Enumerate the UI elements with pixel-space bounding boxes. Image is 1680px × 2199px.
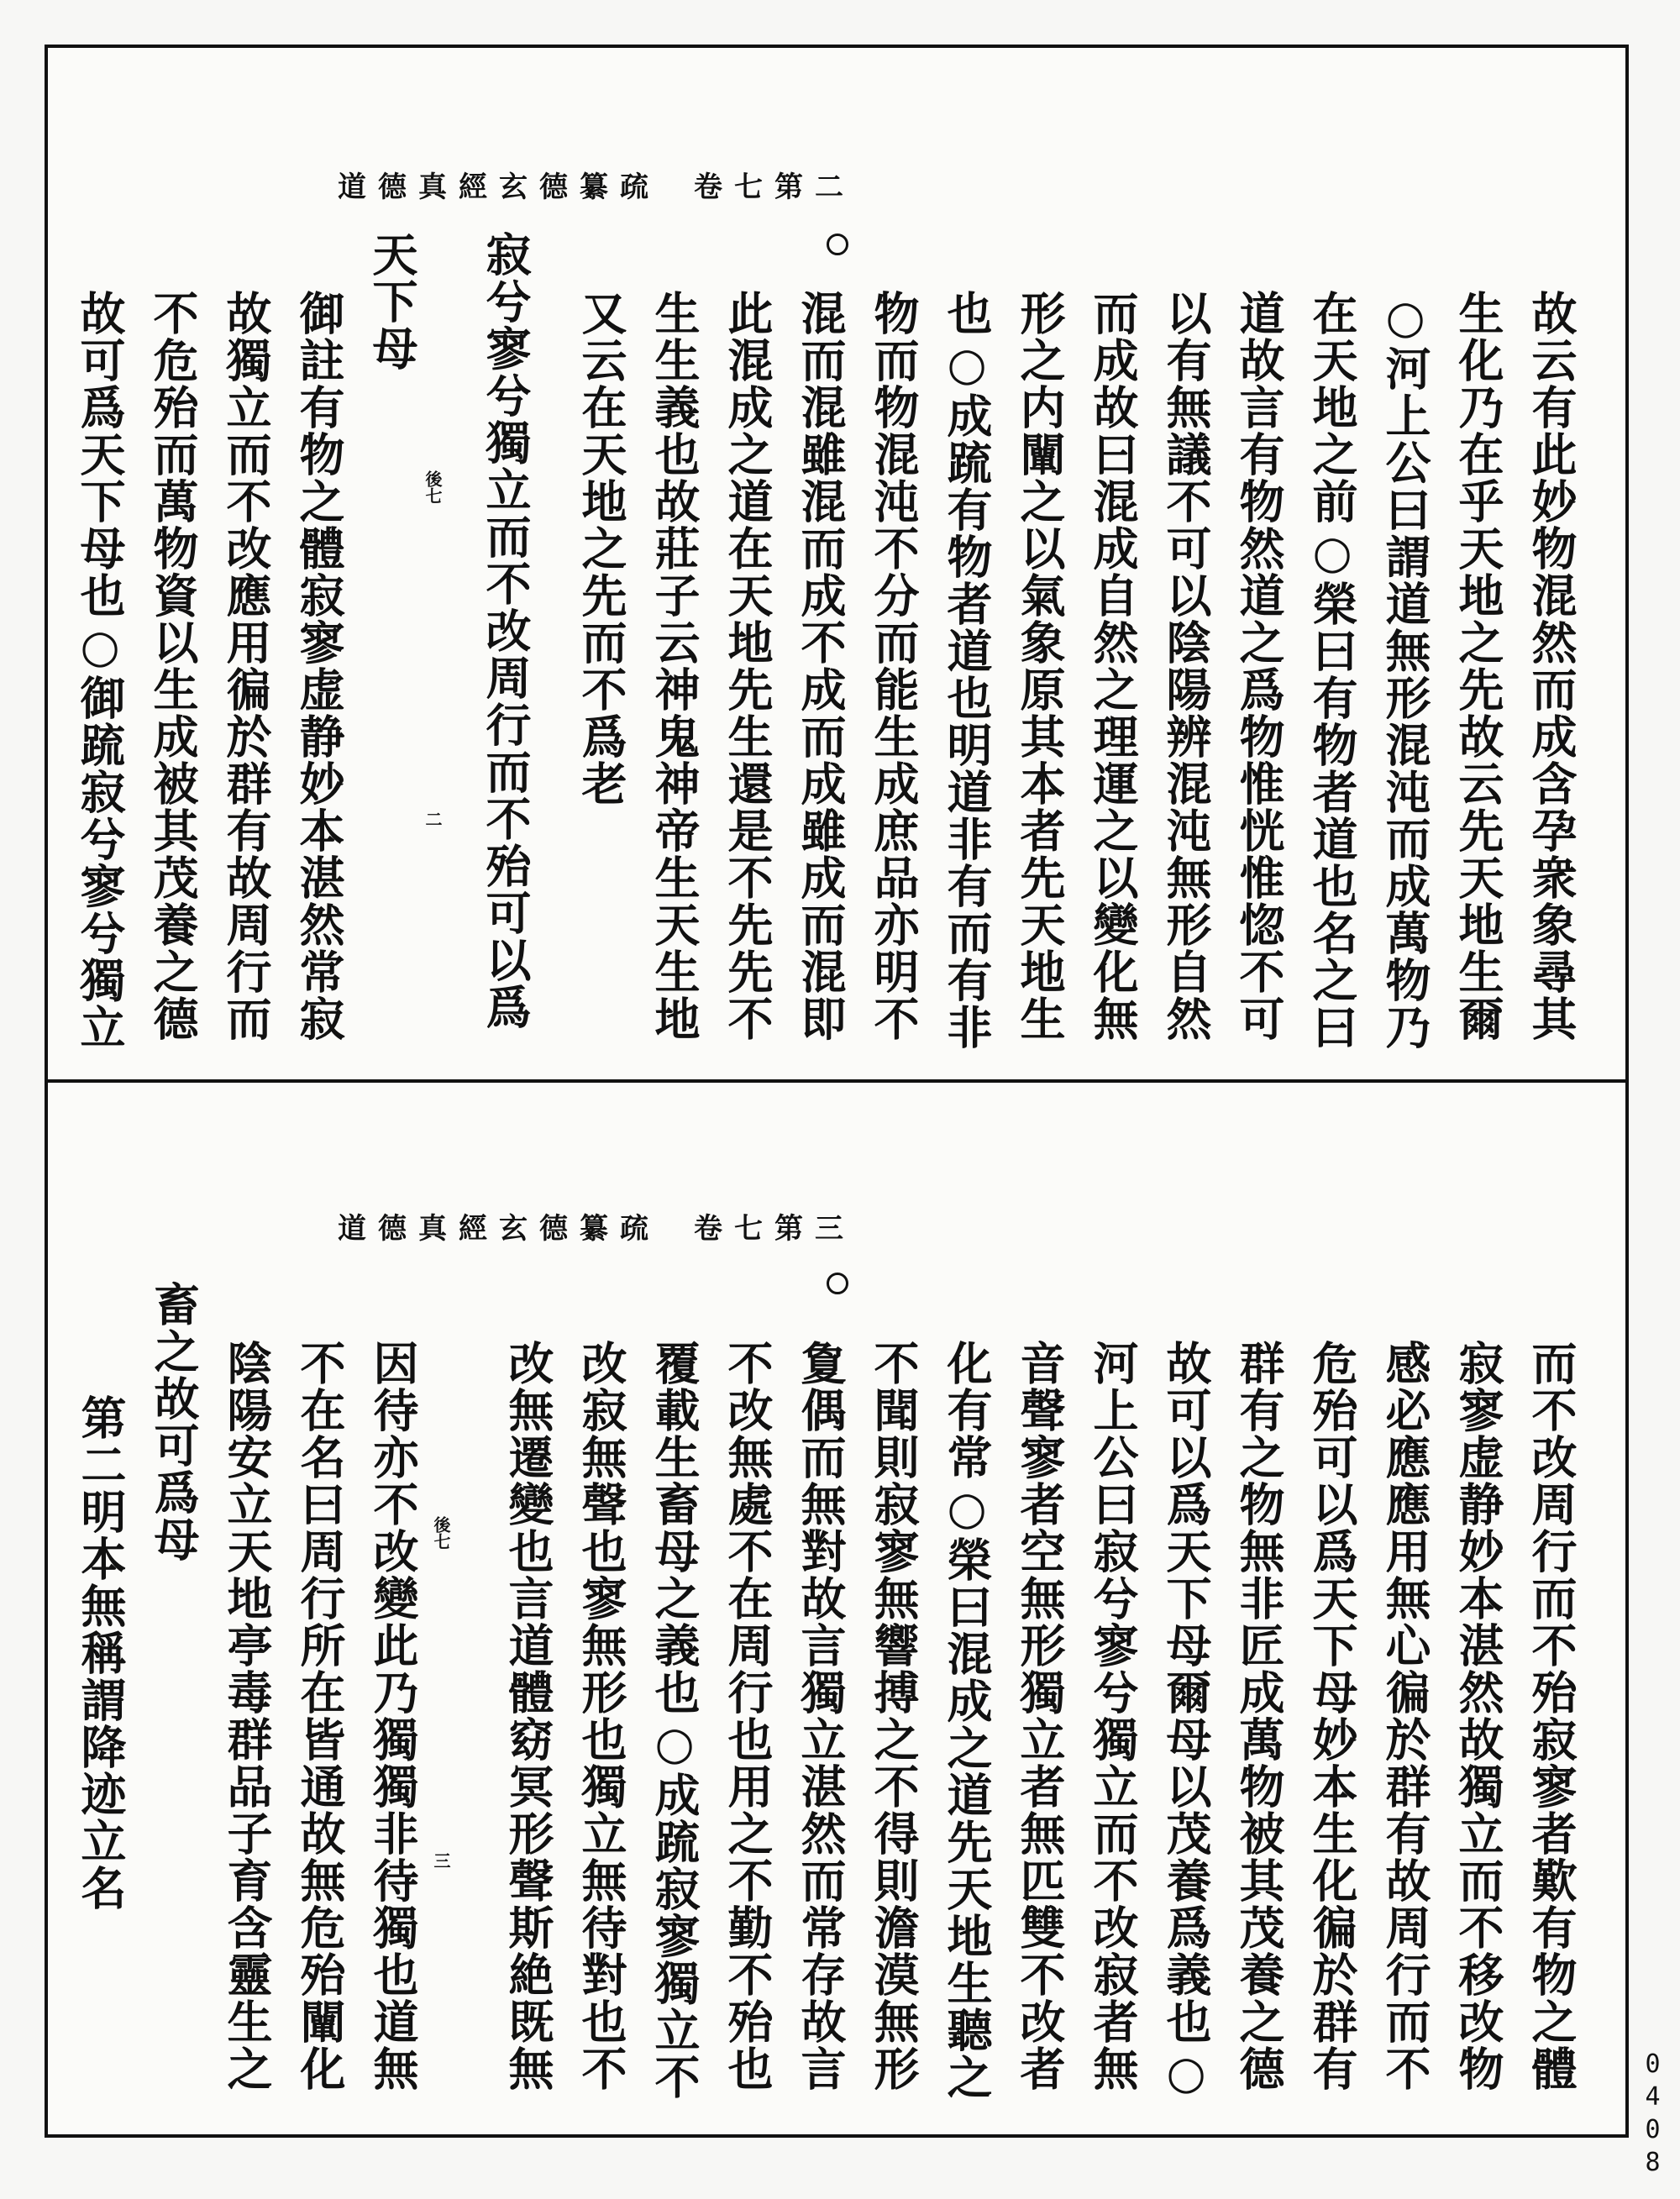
text-column: 不改無處不在周行也用之不勤不殆也 (721, 1340, 774, 2092)
page-divider (45, 1079, 1629, 1083)
text-column: 也○成䟽有物者道也明道非有而有非 (940, 290, 994, 1051)
text-column: 故可爲天下母也○御䟽寂兮寥兮獨立 (73, 290, 127, 1051)
text-column: 以有無議不可以陰陽辨混沌無形自然 (1159, 290, 1213, 1042)
text-column: 第二明本無稱謂降迹立名 (74, 1394, 128, 1912)
text-column: 而成故曰混成自然之理運之以變化無 (1086, 290, 1140, 1042)
bottom-header-title: 道德真經玄德纂疏 (338, 1212, 660, 1246)
text-column: 又云在天地之先而不爲老 (575, 290, 628, 807)
text-column: 覆載生畜母之義也○成䟽寂寥獨立不 (648, 1340, 701, 2101)
text-column: 寂兮寥兮獨立而不改周行而不殆可以爲 (479, 231, 533, 1031)
text-column: 因待亦不改變此乃獨獨非待獨也道無 (366, 1340, 420, 2092)
top-marginal-note: 後七 (423, 470, 443, 504)
text-column: 物而物混沌不分而能生成庶品亦明不 (867, 290, 921, 1042)
top-header-volume: 卷七第二 (694, 171, 855, 204)
text-column: 危殆可以爲天下母妙本生化徧於群有 (1305, 1340, 1359, 2092)
text-column: 感必應應用無心徧於群有故周行而不 (1378, 1340, 1432, 2092)
bottom-header-volume: 卷七第三 (694, 1212, 855, 1246)
text-column: 生化乃在乎天地之先故云先天地生爾 (1452, 290, 1505, 1042)
text-column: 改寂無聲也寥無形也獨立無待對也不 (575, 1340, 628, 2092)
text-column: 道故言有物然道之爲物惟恍惟惚不可 (1232, 290, 1286, 1042)
text-column: 群有之物無非匠成萬物被其茂養之德 (1232, 1340, 1286, 2092)
text-column: 不危殆而萬物資以生成被其茂養之德 (146, 290, 200, 1042)
text-column: 陰陽安立天地亭毒群品子育含靈生之 (220, 1340, 274, 2092)
bottom-page-header (0, 1205, 1193, 1246)
text-column: 御註有物之體寂寥虚静妙本湛然常寂 (292, 290, 346, 1042)
text-column: 夐偶而無對故言獨立湛然而常存故言 (794, 1340, 848, 2092)
text-column: ○河上公曰謂道無形混沌而成萬物乃 (1378, 290, 1432, 1051)
page-number: 0408 (1638, 2049, 1667, 2181)
top-page-header (0, 164, 1193, 205)
text-column: 而不改周行而不殆寂寥者歎有物之體 (1525, 1340, 1578, 2092)
bottom-marginal-page: 三 (431, 1852, 451, 1869)
text-column: 形之内闡之以氣象原其本者先天地生 (1013, 290, 1067, 1042)
text-column: 不在名曰周行所在皆通故無危殆闡化 (293, 1340, 347, 2092)
text-column: 混而混雖混而成不成而成雖成而混即 (794, 290, 848, 1042)
text-column: 河上公曰寂兮寥兮獨立而不改寂者無 (1086, 1340, 1140, 2092)
text-column: 故可以爲天下母爾母以茂養爲義也○ (1159, 1340, 1213, 2101)
text-column: 不聞則寂寥無響搏之不得則澹漠無形 (867, 1340, 921, 2092)
text-column: 畜之故可爲母 (147, 1281, 201, 1563)
bottom-marginal-note: 後七 (431, 1516, 451, 1550)
text-column: 在天地之前○榮曰有物者道也名之曰 (1305, 290, 1359, 1051)
text-column: 生生義也故莊子云神鬼神帝生天生地 (648, 290, 701, 1042)
text-column: 化有常○榮曰混成之道先天地生聽之 (940, 1340, 994, 2101)
text-column: 音聲寥者空無形獨立者無匹雙不改者 (1013, 1340, 1067, 2092)
top-header-title: 道德真經玄德纂疏 (338, 171, 660, 204)
top-marginal-page: 二 (423, 811, 443, 827)
text-column: 寂寥虚静妙本湛然故獨立而不移改物 (1452, 1340, 1505, 2092)
text-column: 改無遷變也言道體窈冥形聲斯絶既無 (501, 1340, 555, 2092)
text-column: 故云有此妙物混然而成含孕衆象尋其 (1525, 290, 1578, 1042)
text-column: 天下母 (365, 231, 419, 372)
text-column: 故獨立而不改應用徧於群有故周行而 (219, 290, 273, 1042)
top-circle-mark (827, 234, 848, 255)
bottom-circle-mark (827, 1273, 848, 1294)
text-column: 此混成之道在天地先生還是不先先不 (721, 290, 774, 1042)
